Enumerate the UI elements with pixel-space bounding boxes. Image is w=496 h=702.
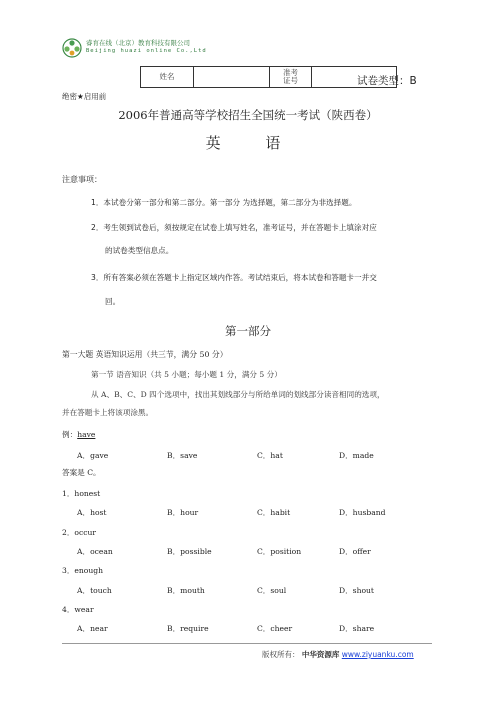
question-option[interactable]: C．position bbox=[257, 547, 302, 556]
confidential-mark: 绝密★启用前 bbox=[62, 92, 107, 101]
section-heading: 第一大题 英语知识运用（共三节，满分 50 分） bbox=[62, 350, 228, 359]
question-option[interactable]: B．mouth bbox=[167, 586, 205, 595]
notice-item-cont: 回。 bbox=[105, 297, 121, 306]
notice-item: 2．考生领到试卷后，须按规定在试卷上填写姓名，准考证号，并在答题卡上填涂对应 bbox=[91, 223, 377, 232]
question-option[interactable]: B．possible bbox=[167, 547, 212, 556]
question-option[interactable]: A．ocean bbox=[77, 547, 113, 556]
example-stem: 例：have bbox=[62, 430, 96, 439]
question-stem: 4．wear bbox=[62, 605, 94, 614]
question-stem: 3．enough bbox=[62, 566, 104, 575]
question-option[interactable]: C．cheer bbox=[257, 624, 293, 633]
question-option[interactable]: A．near bbox=[77, 624, 108, 633]
question-stem: 2．occur bbox=[62, 528, 97, 537]
example-option: C．hat bbox=[257, 451, 283, 460]
footer-url-link[interactable]: www.ziyuanku.com bbox=[341, 650, 414, 659]
example-word: have bbox=[77, 430, 96, 439]
example-option: B．save bbox=[167, 451, 198, 460]
logo-leaf-icon bbox=[62, 38, 82, 58]
exam-id-label: 准考 证号 bbox=[270, 67, 312, 88]
question-option[interactable]: C．soul bbox=[257, 586, 287, 595]
question-option[interactable]: C．habit bbox=[257, 508, 291, 517]
question-option[interactable]: B．hour bbox=[167, 508, 199, 517]
name-field[interactable] bbox=[194, 67, 270, 88]
paper-type: 试卷类型：B bbox=[357, 75, 417, 87]
question-option[interactable]: B．require bbox=[167, 624, 209, 633]
instruction-line: 从 A、B、C、D 四个选项中，找出其划线部分与所给单词的划线部分读音相同的选项， bbox=[91, 390, 385, 399]
footer-divider bbox=[62, 643, 432, 644]
question-option[interactable]: D．shout bbox=[339, 586, 374, 595]
question-option[interactable]: A．touch bbox=[77, 586, 112, 595]
part-one-title: 第一部分 bbox=[225, 324, 271, 338]
question-option[interactable]: D．offer bbox=[339, 547, 371, 556]
subsection-heading: 第一节 语音知识（共 5 小题；每小题 1 分，满分 5 分） bbox=[91, 370, 282, 379]
question-option[interactable]: A．host bbox=[77, 508, 107, 517]
example-answer: 答案是 C。 bbox=[62, 468, 101, 477]
notice-item-cont: 的试卷类型信息点。 bbox=[105, 246, 174, 255]
notice-heading: 注意事项： bbox=[62, 175, 102, 184]
subject-title: 英 语 bbox=[205, 134, 301, 152]
company-logo bbox=[62, 35, 212, 61]
company-name-cn: 睿育在线（北京）教育科技有限公司 bbox=[86, 39, 190, 47]
question-option[interactable]: D．share bbox=[339, 624, 375, 633]
question-option[interactable]: D．husband bbox=[339, 508, 386, 517]
example-option: A．gave bbox=[77, 451, 109, 460]
notice-item: 3．所有答案必须在答题卡上指定区域内作答。考试结束后，将本试卷和答题卡一并交 bbox=[91, 273, 377, 282]
footer-copyright bbox=[262, 649, 414, 660]
example-option: D．made bbox=[339, 451, 374, 460]
name-label: 姓名 bbox=[141, 67, 194, 88]
footer-brand: 中华资源库 bbox=[301, 650, 340, 659]
company-name-en: Beijing huazi online Co.,Ltd bbox=[86, 48, 207, 54]
exam-title: 2006年普通高等学校招生全国统一考试（陕西卷） bbox=[118, 108, 378, 122]
notice-item: 1．本试卷分第一部分和第二部分。第一部分 为选择题，第二部分为非选择题。 bbox=[91, 198, 357, 207]
instruction-line: 并在答题卡上将该项涂黑。 bbox=[62, 408, 154, 417]
question-stem: 1．honest bbox=[62, 489, 101, 498]
footer-label: 版权所有： bbox=[262, 650, 300, 659]
